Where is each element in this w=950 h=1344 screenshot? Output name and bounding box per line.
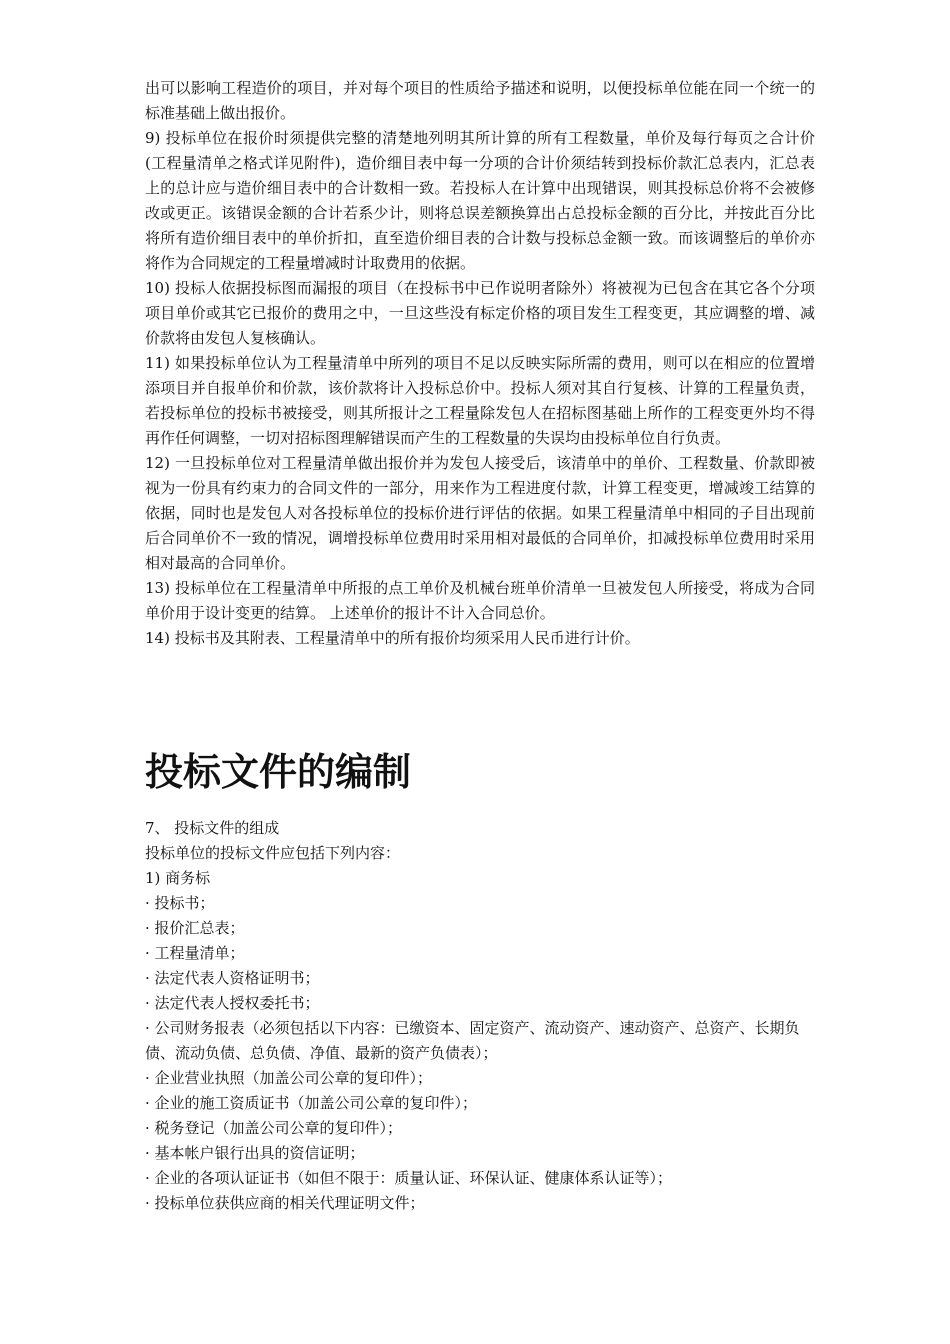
paragraph-intro: 出可以影响工程造价的项目，并对每个项目的性质给予描述和说明，以便投标单位能在同一个统一的标准基础上做出报价。 [145, 79, 815, 122]
list-item: · 企业的各项认证证书（如但不限于：质量认证、环保认证、健康体系认证等）； [145, 1169, 673, 1187]
paragraph-item-11: 11) 如果投标单位认为工程量清单中所列的项目不足以反映实际所需的费用，则可以在相应的位置增添项目并自报单价和价款，该价款将计入投标总价中。投标人须对其自行复核、计算的工程量负责，若投标单位的投标书被接受，则其所报计之工程量除发包人在招标图基础上所作的工程变更外均不得再作任何调整，一切对招标图理解错误而产生的工程数量的失误均由投标单位自行负责。 [145, 354, 815, 447]
paragraph-item-14: 14) 投标书及其附表、工程量清单中的所有报价均须采用人民币进行计价。 [145, 629, 640, 647]
list-item: · 法定代表人资格证明书； [145, 969, 320, 987]
list-item: · 工程量清单； [145, 944, 245, 962]
list-item: · 报价汇总表； [145, 919, 245, 937]
list-item: · 公司财务报表（必须包括以下内容：已缴资本、固定资产、流动资产、速动资产、总资产、长期负债、流动负债、总负债、净值、最新的资产负债表）； [145, 1019, 800, 1062]
paragraph-item-9: 9) 投标单位在报价时须提供完整的清楚地列明其所计算的所有工程数量，单价及每行每页之合计价(工程量清单之格式详见附件)，造价细目表中每一分项的合计价须结转到投标价款汇总表内，汇总表上的总计应与造价细目表中的合计数相一致。若投标人在计算中出现错误，则其投标总价将不会被修改或更正。该错误金额的合计若系少计，则将总误差额换算出占总投标金额的百分比，并按此百分比将所有造价细目表中的单价折扣，直至造价细目表的合计数与投标总金额一致。而该调整后的单价亦将作为合同规定的工程量增减时计取费用的依据。 [145, 129, 815, 272]
list-item: · 投标单位获供应商的相关代理证明文件； [145, 1194, 425, 1212]
section-intro: 投标单位的投标文件应包括下列内容： [145, 844, 401, 862]
section-heading: 投标文件的编制 [145, 750, 412, 794]
section-subtitle: 1) 商务标 [145, 869, 211, 887]
composition-section [145, 816, 815, 1216]
list-item: · 法定代表人授权委托书； [145, 994, 320, 1012]
list-item: · 企业的施工资质证书（加盖公司公章的复印件）； [145, 1094, 478, 1112]
section-title: 7、 投标文件的组成 [145, 819, 280, 837]
paragraph-item-13: 13) 投标单位在工程量清单中所报的点工单价及机械台班单价清单一旦被发包人所接受，将成为合同单价用于设计变更的结算。 上述单价的报计不计入合同总价。 [145, 579, 815, 622]
paragraph-item-10: 10) 投标人依据投标图而漏报的项目（在投标书中已作说明者除外）将被视为已包含在其它各个分项项目单价或其它已报价的费用之中，一旦这些没有标定价格的项目发生工程变更，其应调整的增、减价款将由发包人复核确认。 [145, 279, 815, 347]
list-item: · 税务登记（加盖公司公章的复印件）； [145, 1119, 403, 1137]
document-page [145, 76, 815, 1212]
list-item: · 企业营业执照（加盖公司公章的复印件）； [145, 1069, 433, 1087]
list-item: · 投标书； [145, 894, 215, 912]
list-item: · 基本帐户银行出具的资信证明； [145, 1144, 365, 1162]
paragraph-item-12: 12) 一旦投标单位对工程量清单做出报价并为发包人接受后，该清单中的单价、工程数量、价款即被视为一份具有约束力的合同文件的一部分，用来作为工程进度付款，计算工程变更，增减竣工结算的依据，同时也是发包人对各投标单位的投标价进行评估的依据。如果工程量清单中相同的子目出现前后合同单价不一致的情况，调增投标单位费用时采用相对最低的合同单价，扣减投标单位费用时采用相对最高的合同单价。 [145, 454, 815, 572]
